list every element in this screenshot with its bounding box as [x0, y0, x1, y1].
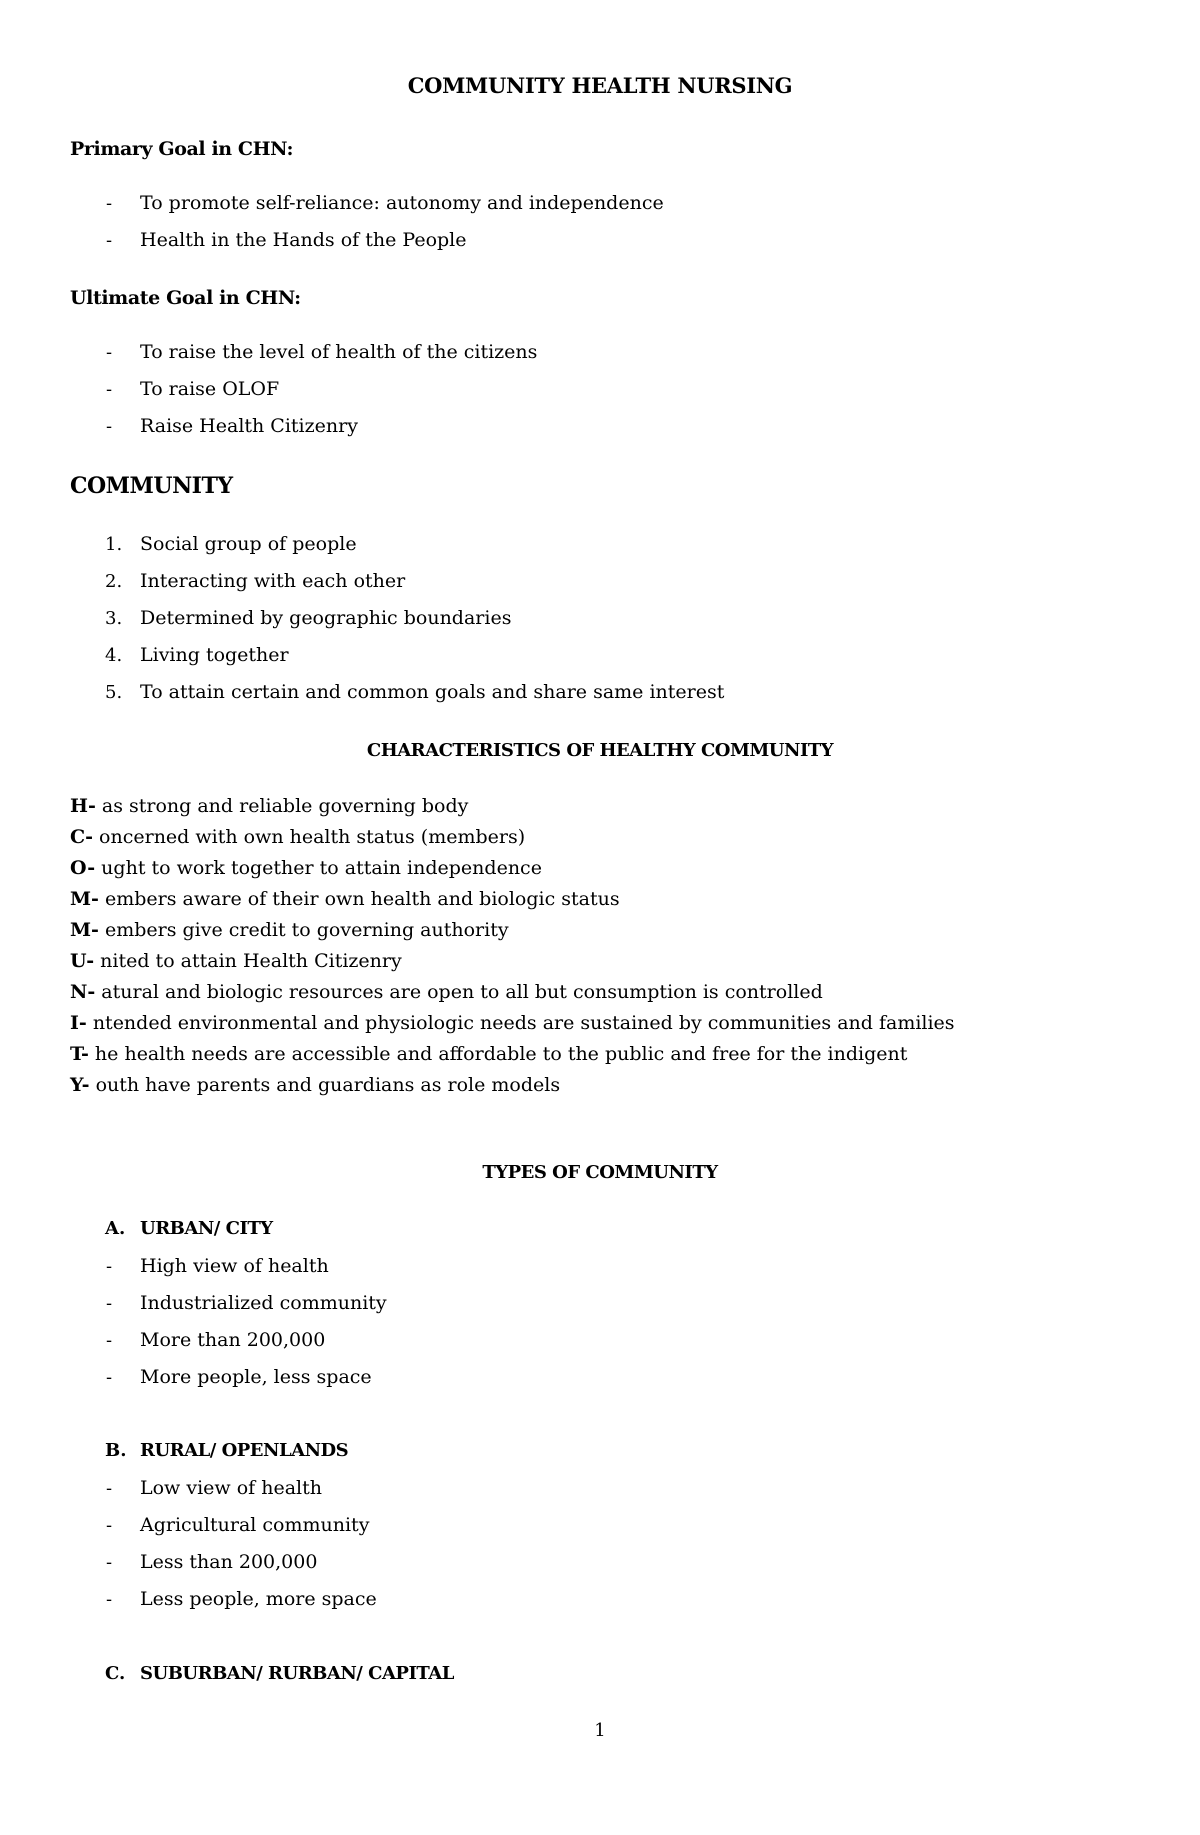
list-item — [70, 950, 402, 972]
list-item: To promote self-reliance: autonomy and independence — [140, 192, 664, 214]
acronym-text: oncerned with own health status (members) — [93, 826, 526, 848]
list-item — [70, 857, 542, 879]
list-item: More than 200,000 — [140, 1329, 326, 1351]
acronym-letter: C- — [70, 826, 94, 848]
bullet-marker: - — [106, 1589, 113, 1610]
section-marker: A. — [105, 1218, 126, 1239]
acronym-text: as strong and reliable governing body — [95, 795, 469, 817]
page-number: 1 — [594, 1720, 606, 1741]
acronym-letter: U- — [70, 950, 95, 972]
bullet-marker: - — [106, 193, 113, 214]
acronym-text: he health needs are accessible and affordable to the public and free for the indigent — [88, 1043, 908, 1065]
list-item: Less people, more space — [140, 1588, 377, 1610]
list-item — [70, 795, 468, 817]
list-item: Agricultural community — [140, 1514, 370, 1536]
list-item: Interacting with each other — [140, 570, 406, 592]
urban-heading: URBAN/ CITY — [140, 1218, 273, 1239]
list-item — [70, 888, 620, 910]
acronym-letter: O- — [70, 857, 96, 879]
acronym-text: atural and biologic resources are open to all but consumption is controlled — [95, 981, 823, 1003]
list-item — [70, 826, 525, 848]
list-item: More people, less space — [140, 1366, 372, 1388]
list-item: To raise the level of health of the citizens — [140, 341, 538, 363]
list-item — [70, 981, 823, 1003]
acronym-letter: H- — [70, 795, 96, 817]
bullet-marker: - — [106, 1478, 113, 1499]
acronym-text: nited to attain Health Citizenry — [94, 950, 402, 972]
list-item: Raise Health Citizenry — [140, 415, 358, 437]
bullet-marker: - — [106, 1515, 113, 1536]
bullet-marker: - — [106, 416, 113, 437]
types-heading: TYPES OF COMMUNITY — [482, 1162, 718, 1183]
list-item: Living together — [140, 644, 289, 666]
list-item — [70, 1074, 560, 1096]
list-item — [70, 1043, 907, 1065]
list-item: To raise OLOF — [140, 378, 280, 400]
list-number: 2. — [105, 571, 123, 592]
acronym-letter: Y- — [70, 1074, 90, 1096]
acronym-text: outh have parents and guardians as role models — [89, 1074, 561, 1096]
acronym-letter: M- — [70, 919, 99, 941]
list-item: Determined by geographic boundaries — [140, 607, 512, 629]
primary-goal-heading: Primary Goal in CHN: — [70, 138, 294, 160]
acronym-letter: I- — [70, 1012, 87, 1034]
section-marker: C. — [105, 1663, 126, 1684]
acronym-text: embers give credit to governing authority — [98, 919, 509, 941]
list-item — [70, 919, 509, 941]
characteristics-heading: CHARACTERISTICS OF HEALTHY COMMUNITY — [366, 740, 834, 761]
list-item: Low view of health — [140, 1477, 322, 1499]
bullet-marker: - — [106, 379, 113, 400]
section-marker: B. — [105, 1440, 127, 1461]
ultimate-goal-heading: Ultimate Goal in CHN: — [70, 287, 301, 309]
bullet-marker: - — [106, 230, 113, 251]
list-item: Less than 200,000 — [140, 1551, 318, 1573]
acronym-letter: T- — [70, 1043, 89, 1065]
list-item: Industrialized community — [140, 1292, 387, 1314]
list-item: Health in the Hands of the People — [140, 229, 467, 251]
suburban-heading: SUBURBAN/ RURBAN/ CAPITAL — [140, 1663, 454, 1684]
bullet-marker: - — [106, 1367, 113, 1388]
list-number: 3. — [105, 608, 123, 629]
acronym-letter: N- — [70, 981, 96, 1003]
list-item: To attain certain and common goals and share same interest — [140, 681, 725, 703]
list-number: 4. — [105, 645, 123, 666]
list-item: High view of health — [140, 1255, 329, 1277]
bullet-marker: - — [106, 1552, 113, 1573]
acronym-text: ught to work together to attain independence — [95, 857, 542, 879]
acronym-text: embers aware of their own health and biologic status — [98, 888, 620, 910]
rural-heading: RURAL/ OPENLANDS — [140, 1440, 349, 1461]
page-title: COMMUNITY HEALTH NURSING — [407, 73, 793, 98]
list-item — [70, 1012, 955, 1034]
list-number: 1. — [105, 534, 123, 555]
bullet-marker: - — [106, 1256, 113, 1277]
bullet-marker: - — [106, 1330, 113, 1351]
bullet-marker: - — [106, 342, 113, 363]
community-heading: COMMUNITY — [70, 473, 233, 499]
list-item: Social group of people — [140, 533, 357, 555]
bullet-marker: - — [106, 1293, 113, 1314]
acronym-letter: M- — [70, 888, 99, 910]
list-number: 5. — [105, 682, 123, 703]
acronym-text: ntended environmental and physiologic needs are sustained by communities and families — [86, 1012, 955, 1034]
